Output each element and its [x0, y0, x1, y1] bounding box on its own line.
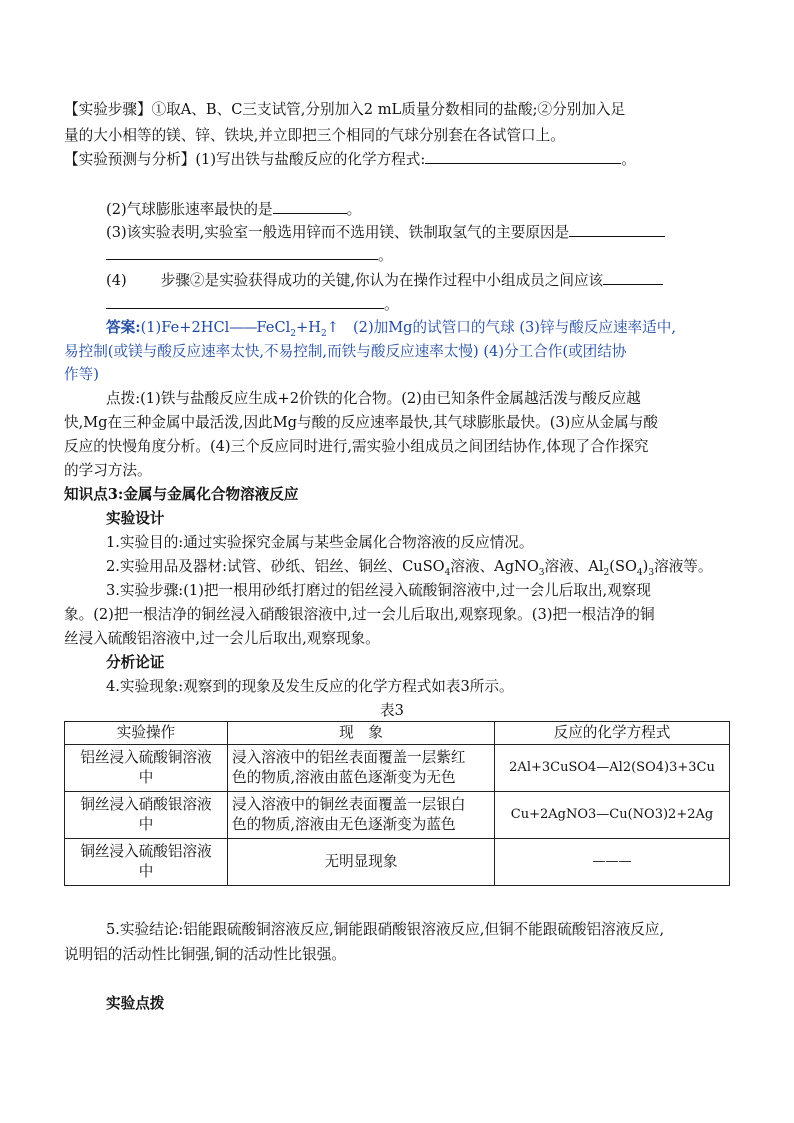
answer-eq-tail: +H	[296, 319, 321, 336]
answer-blank-3b[interactable]	[106, 245, 378, 260]
materials-text-c: 溶液、Al	[544, 558, 604, 575]
answer-label: 答案:	[106, 319, 141, 336]
table-cell-operation	[65, 839, 228, 886]
steps-text-1: ①取A、B、C三支试管,分别加入2 mL质量分数相同的盐酸;②分别加入足	[151, 101, 626, 118]
kp3-phenomenon: 4.实验现象:观察到的现象及发生反应的化学方程式如表3所示。	[106, 678, 514, 695]
materials-text-d: (SO	[609, 558, 637, 575]
period: 。	[384, 296, 399, 313]
kp3-procedure-2: 象。(2)把一根洁净的铜丝浸入硝酸银溶液中,过一会儿后取出,观察现象。(3)把一根洁净的铜	[64, 606, 655, 623]
table-cell-operation	[65, 792, 228, 839]
steps-text-2: 量的大小相等的镁、锌、铁块,并立即把三个相同的气球分别套在各试管口上。	[64, 127, 565, 144]
answer-blank-4b[interactable]	[106, 294, 384, 309]
materials-text-f: 溶液等。	[654, 558, 713, 575]
predict-line-3	[106, 222, 776, 243]
steps-line-2	[64, 126, 734, 146]
cell-line: 浸入溶液中的铜丝表面覆盖一层银白	[232, 796, 466, 813]
predict-q4-number: (4)	[106, 272, 127, 289]
cell-line: 中	[138, 863, 154, 880]
subscript: 4	[444, 567, 451, 578]
table-row	[65, 839, 730, 886]
gas-arrow-icon: ↑	[326, 319, 339, 336]
predict-line-3b	[106, 245, 776, 266]
materials-text-e: )	[642, 558, 649, 575]
answer-blank-1[interactable]	[425, 149, 621, 164]
predict-label: 【实验预测与分析】	[64, 151, 196, 168]
period: 。	[621, 151, 636, 168]
kp3-materials	[106, 557, 776, 577]
equation-text: ———	[592, 854, 632, 869]
cell-line: 铜丝浸入硫酸铝溶液	[80, 843, 212, 860]
hint-line-2	[64, 413, 734, 433]
table-caption: 表3	[380, 702, 404, 719]
equation-text: 2Al+3CuSO4—Al2(SO4)3+3Cu	[509, 760, 715, 775]
kp3-tips-heading: 实验点拨	[106, 995, 165, 1012]
hint-line-1	[106, 389, 776, 409]
hint-line-3	[64, 437, 734, 457]
period: 。	[346, 201, 362, 218]
predict-q1: (1)写出铁与盐酸反应的化学方程式:	[195, 151, 426, 168]
steps-line-1	[64, 100, 734, 120]
predict-line-4	[106, 270, 776, 291]
answer-text-3: 作等)	[64, 366, 99, 383]
kp3-design-heading: 实验设计	[106, 510, 165, 527]
subscript: 2	[321, 328, 327, 339]
materials-text-b: 溶液、AgNO	[450, 558, 539, 575]
cell-line: 铜丝浸入硝酸银溶液	[80, 796, 212, 813]
predict-q4: 步骤②是实验获得成功的关键,你认为在操作过程中小组成员之间应该	[160, 272, 604, 289]
hint-text-4: 的学习方法。	[64, 462, 152, 479]
table-row	[65, 745, 730, 792]
table-cell-equation	[495, 792, 730, 839]
answer-text-2: 易控制(或镁与酸反应速率太快,不易控制,而铁与酸反应速率太慢) (4)分工合作(或团结协	[64, 343, 627, 360]
materials-text-a: 2.实验用品及器材:试管、砂纸、铝丝、铜丝、CuSO	[106, 558, 445, 575]
table-cell-equation	[495, 839, 730, 886]
table-cell-phenomenon	[228, 745, 495, 792]
cell-line: 浸入溶液中的铝丝表面覆盖一层紫红	[232, 749, 466, 766]
steps-label: 【实验步骤】	[64, 101, 152, 118]
subscript: 4	[636, 567, 643, 578]
subscript: 3	[538, 567, 545, 578]
experiment-table	[64, 721, 730, 886]
cell-line: 中	[138, 816, 154, 833]
answer-blank-4a[interactable]	[603, 270, 663, 285]
kp3-procedure-3: 丝浸入硫酸铝溶液中,过一会儿后取出,观察现象。	[64, 630, 380, 647]
hint-text-2: 快,Mg在三种金属中最活泼,因此Mg与酸的反应速率最快,其气球膨胀最快。(3)应从金属与酸	[64, 414, 658, 431]
hint-line-4	[64, 461, 734, 481]
answer-blank-2[interactable]	[273, 199, 347, 214]
table-cell-equation	[495, 745, 730, 792]
reaction-arrow: ——	[229, 319, 257, 336]
answer-line-2	[64, 342, 734, 362]
predict-q2: (2)气球膨胀速率最快的是	[106, 201, 273, 218]
answer-eq-left: (1)Fe+2HCl	[140, 319, 230, 336]
subscript: 2	[290, 328, 297, 339]
table-row	[65, 792, 730, 839]
table-cell-phenomenon	[228, 792, 495, 839]
kp3-purpose: 1.实验目的:通过实验探究金属与某些金属化合物溶液的反应情况。	[106, 534, 534, 551]
kp3-analysis-heading: 分析论证	[106, 654, 165, 671]
cell-line: 中	[138, 769, 154, 786]
kp3-procedure-1: 3.实验步骤:(1)把一根用砂纸打磨过的铝丝浸入硫酸铜溶液中,过一会儿后取出,观察现	[106, 582, 651, 599]
kp3-title: 知识点3:金属与金属化合物溶液反应	[64, 486, 299, 503]
answer-blank-3a[interactable]	[569, 222, 665, 237]
period: 。	[378, 247, 393, 264]
table-header-cell: 实验操作	[65, 722, 228, 745]
table-cell-operation	[65, 745, 228, 792]
hint-text-1: 点拨:(1)铁与盐酸反应生成+2价铁的化合物。(2)由已知条件金属越活泼与酸反应越	[106, 390, 641, 407]
table-header-cell: 现 象	[228, 722, 495, 745]
hint-text-3: 反应的快慢角度分析。(4)三个反应同时进行,需实验小组成员之间团结协作,体现了合作探究	[64, 438, 649, 455]
predict-line-1	[64, 149, 734, 170]
answer-line-3	[64, 365, 734, 385]
cell-line: 色的物质,溶液由蓝色逐渐变为无色	[232, 769, 456, 786]
answer-line-1-rest: (2)加Mg的试管口的气球 (3)锌与酸反应速率适中,	[352, 319, 676, 336]
answer-eq-right: FeCl	[256, 319, 291, 336]
cell-line: 铝丝浸入硫酸铜溶液	[80, 749, 212, 766]
predict-line-4b	[106, 294, 776, 315]
equation-text: Cu+2AgNO3—Cu(NO3)2+2Ag	[510, 807, 714, 822]
answer-line-1	[64, 318, 734, 338]
cell-line: 无明显现象	[324, 853, 398, 870]
table-header-row	[65, 722, 730, 745]
predict-line-2	[106, 199, 776, 220]
subscript: 3	[648, 567, 655, 578]
table-header-cell: 反应的化学方程式	[495, 722, 730, 745]
table-cell-phenomenon	[228, 839, 495, 886]
kp3-conclusion-2: 说明铝的活动性比铜强,铜的活动性比银强。	[64, 946, 346, 963]
subscript: 2	[603, 567, 610, 578]
predict-q3: (3)该实验表明,实验室一般选用锌而不选用镁、铁制取氢气的主要原因是	[106, 224, 570, 241]
cell-line: 色的物质,溶液由无色逐渐变为蓝色	[232, 816, 456, 833]
kp3-conclusion-1: 5.实验结论:铝能跟硫酸铜溶液反应,铜能跟硝酸银溶液反应,但铜不能跟硫酸铝溶液反应,	[106, 921, 665, 938]
